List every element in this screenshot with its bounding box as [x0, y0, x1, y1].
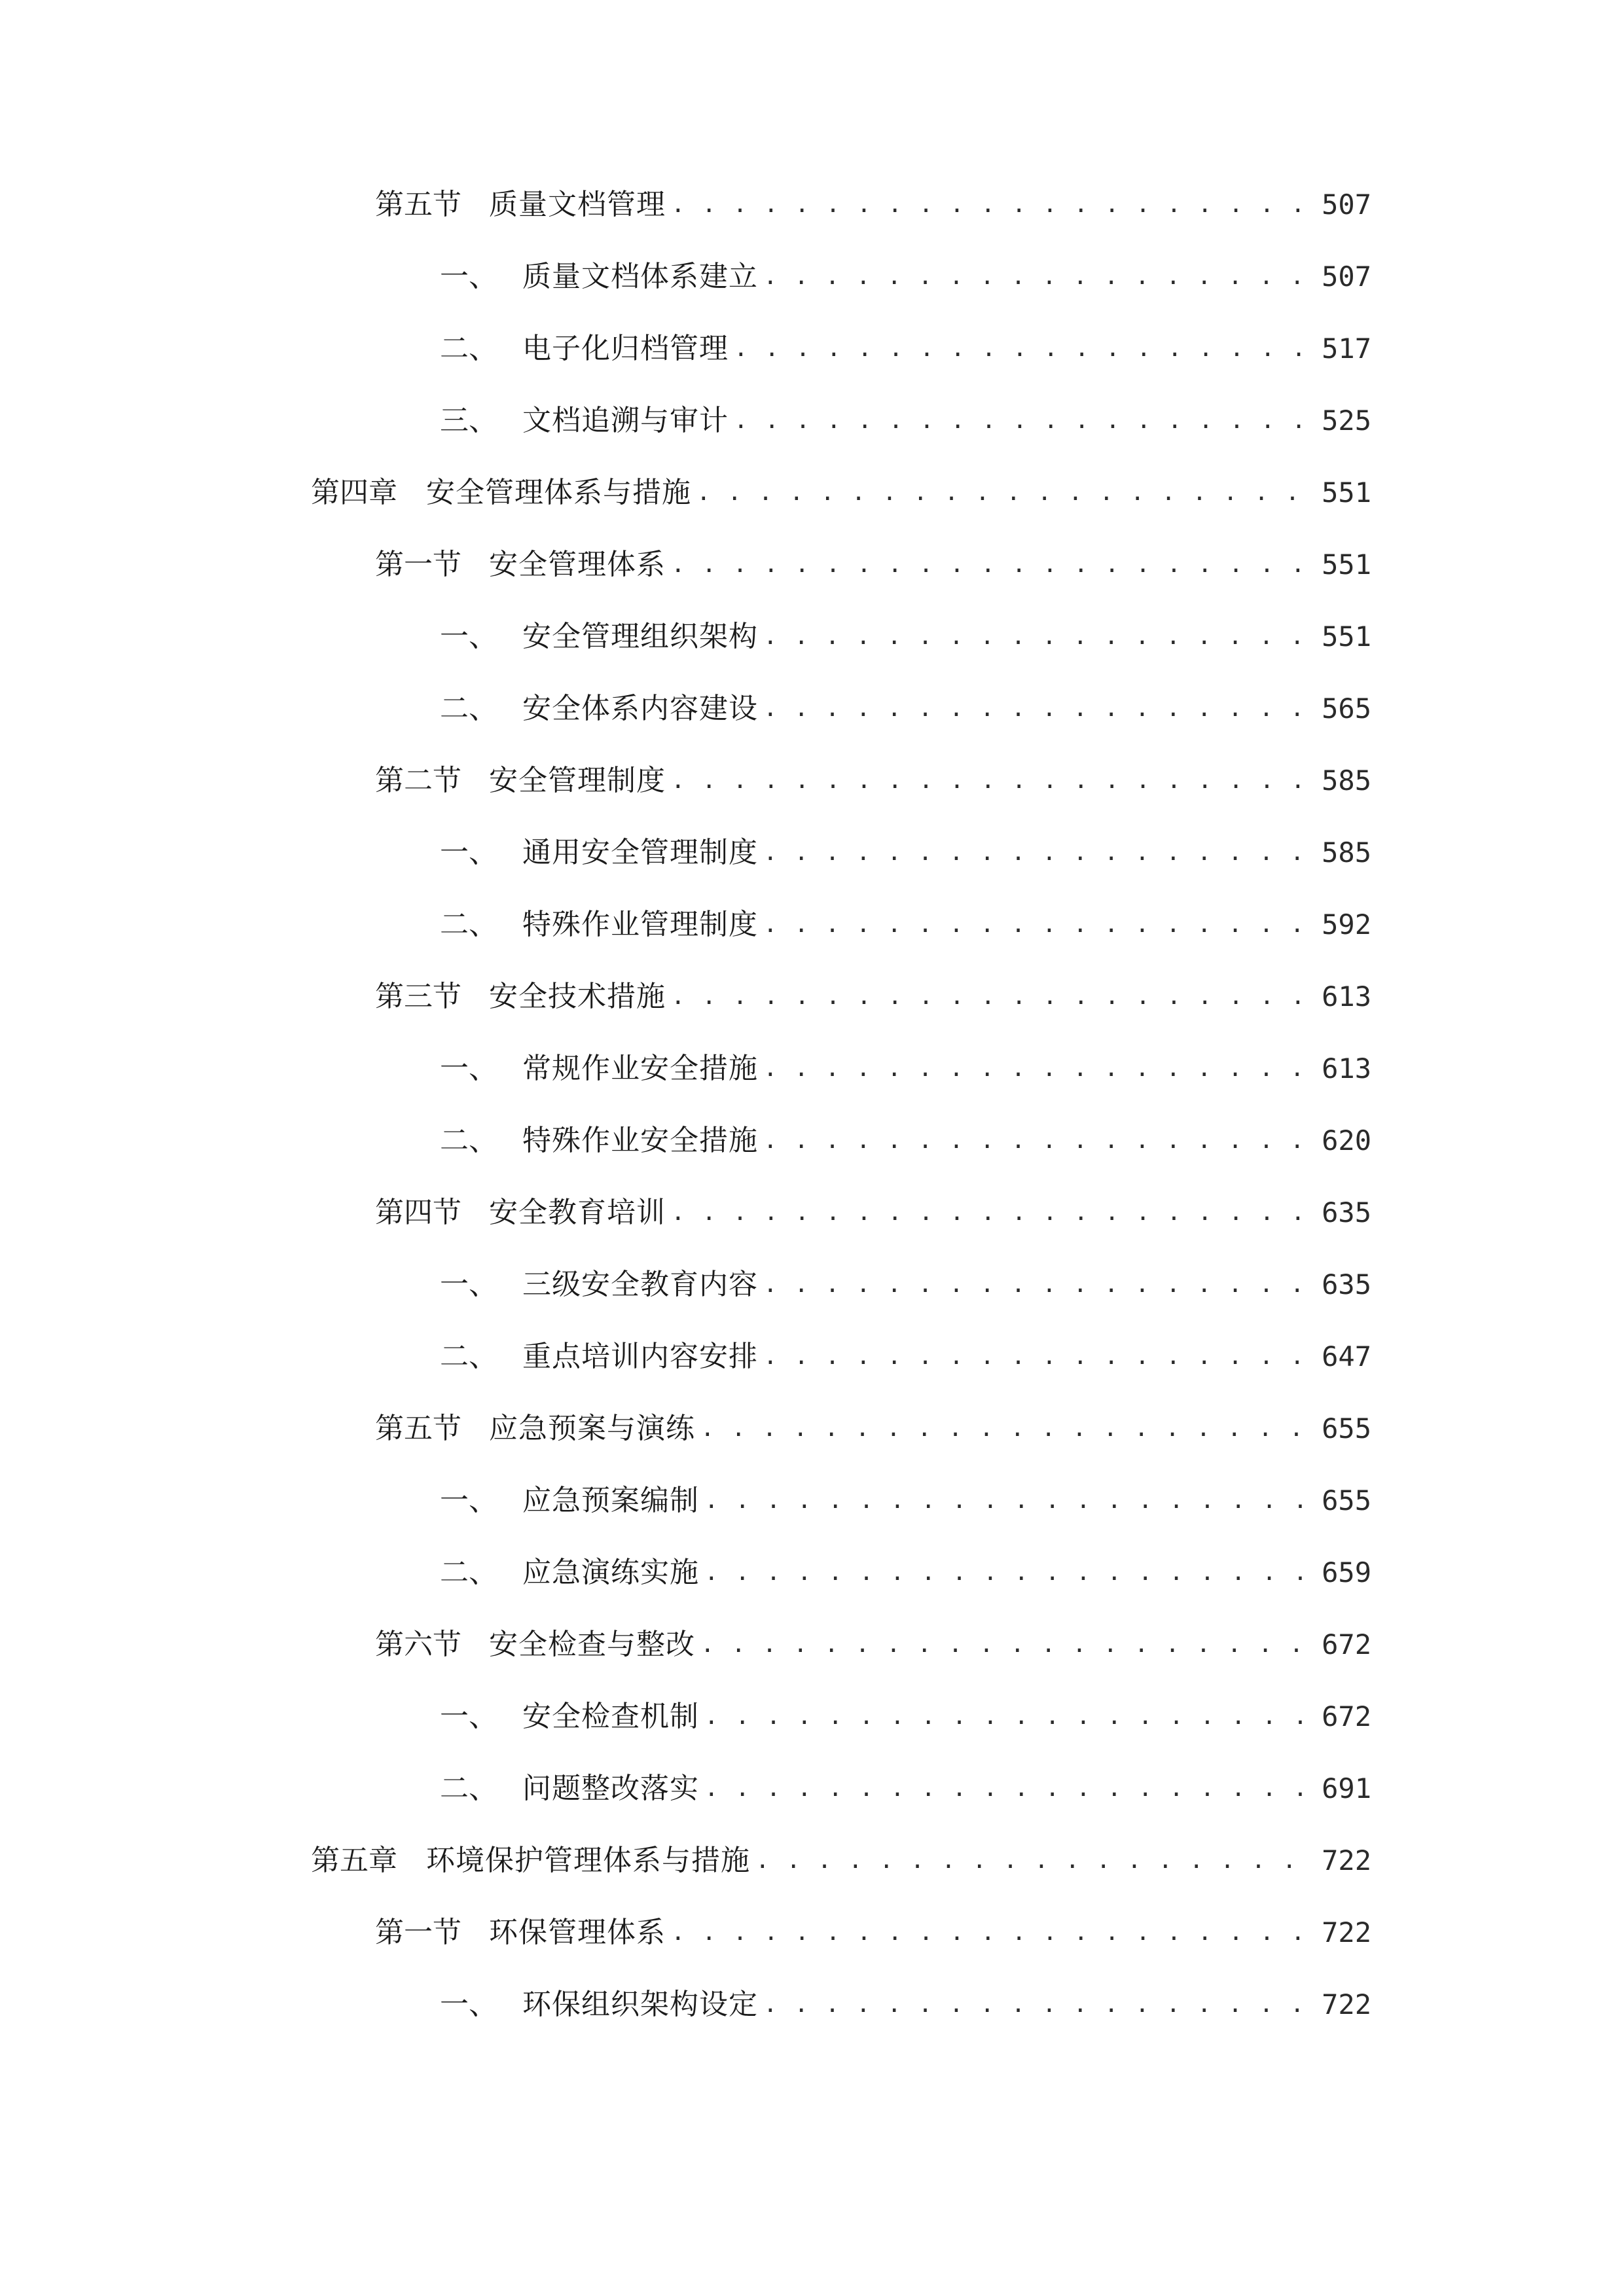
toc-entry-prefix: 第三节 [375, 980, 461, 1013]
toc-entry-title: 环境保护管理体系与措施 [426, 1844, 750, 1877]
toc-entry-page-number: 585 [1322, 836, 1371, 869]
dot-leader [763, 1982, 1310, 2028]
toc-entry-prefix: 一、 [440, 1268, 497, 1301]
toc-entry-section[interactable] [375, 182, 1371, 228]
toc-entry-page-number: 659 [1322, 1556, 1371, 1588]
dot-leader [700, 1622, 1310, 1668]
toc-entry-subsection[interactable] [440, 1046, 1371, 1092]
toc-entry-page-number: 722 [1322, 1916, 1371, 1948]
toc-entry-title: 重点培训内容安排 [522, 1340, 758, 1373]
dot-leader [763, 686, 1310, 732]
toc-entry-page-number: 647 [1322, 1340, 1371, 1372]
toc-entry-title: 应急演练实施 [522, 1556, 699, 1589]
toc-entry-page-number: 551 [1322, 548, 1371, 581]
toc-entry-prefix: 二、 [440, 1124, 497, 1157]
toc-entry-page-number: 655 [1322, 1412, 1371, 1444]
toc-entry-prefix: 第四节 [375, 1196, 461, 1229]
dot-leader [671, 542, 1310, 588]
toc-entry-section[interactable] [375, 1910, 1371, 1956]
dot-leader [696, 470, 1310, 516]
toc-entry-page-number: 517 [1322, 332, 1371, 365]
dot-leader [671, 182, 1310, 228]
dot-leader [704, 1694, 1310, 1740]
toc-entry-prefix: 第一节 [375, 548, 461, 581]
toc-entry-prefix: 一、 [440, 260, 497, 293]
toc-entry-subsection[interactable] [440, 1982, 1371, 2028]
toc-entry-page-number: 613 [1322, 1052, 1371, 1085]
toc-entry-prefix: 二、 [440, 1556, 497, 1589]
dot-leader [671, 1910, 1310, 1956]
toc-entry-title: 环保管理体系 [489, 1916, 666, 1949]
toc-entry-title: 常规作业安全措施 [522, 1052, 758, 1085]
toc-entry-subsection[interactable] [440, 830, 1371, 876]
toc-entry-prefix: 第六节 [375, 1628, 461, 1661]
toc-entry-page-number: 635 [1322, 1196, 1371, 1229]
dot-leader [704, 1550, 1310, 1596]
toc-entry-section[interactable] [375, 1622, 1371, 1668]
dot-leader [734, 326, 1310, 372]
toc-entry-page-number: 620 [1322, 1124, 1371, 1157]
toc-entry-page-number: 672 [1322, 1628, 1371, 1660]
toc-entry-title: 安全技术措施 [489, 980, 666, 1013]
toc-entry-title: 特殊作业安全措施 [522, 1124, 758, 1157]
toc-entry-title: 文档追溯与审计 [522, 404, 729, 437]
toc-entry-section[interactable] [375, 542, 1371, 588]
toc-entry-page-number: 655 [1322, 1484, 1371, 1516]
toc-entry-subsection[interactable] [440, 1262, 1371, 1308]
toc-entry-page-number: 592 [1322, 908, 1371, 941]
toc-entry-prefix: 一、 [440, 1988, 497, 2021]
toc-entry-page-number: 507 [1322, 260, 1371, 293]
dot-leader [763, 254, 1310, 300]
toc-entry-title: 安全管理制度 [489, 764, 666, 797]
toc-entry-title: 三级安全教育内容 [522, 1268, 758, 1301]
toc-entry-prefix: 二、 [440, 332, 497, 365]
toc-entry-prefix: 第二节 [375, 764, 461, 797]
toc-entry-section[interactable] [375, 1190, 1371, 1236]
dot-leader [704, 1766, 1310, 1812]
toc-entry-section[interactable] [375, 974, 1371, 1020]
toc-entry-subsection[interactable] [440, 326, 1371, 372]
dot-leader [763, 830, 1310, 876]
toc-entry-subsection[interactable] [440, 614, 1371, 660]
dot-leader [763, 614, 1310, 660]
toc-entry-page-number: 551 [1322, 620, 1371, 653]
toc-entry-prefix: 三、 [440, 404, 497, 437]
toc-entry-title: 安全管理体系 [489, 548, 666, 581]
toc-entry-chapter[interactable] [311, 470, 1371, 516]
dot-leader [700, 1406, 1310, 1452]
toc-entry-prefix: 第五章 [311, 1844, 397, 1877]
toc-entry-title: 安全检查机制 [522, 1700, 699, 1733]
toc-entry-prefix: 二、 [440, 908, 497, 941]
toc-entry-subsection[interactable] [440, 1550, 1371, 1596]
toc-entry-subsection[interactable] [440, 1118, 1371, 1164]
toc-entry-prefix: 一、 [440, 1052, 497, 1085]
toc-entry-prefix: 第一节 [375, 1916, 461, 1949]
toc-entry-title: 质量文档体系建立 [522, 260, 758, 293]
toc-entry-subsection[interactable] [440, 686, 1371, 732]
toc-entry-prefix: 二、 [440, 1340, 497, 1373]
toc-entry-prefix: 一、 [440, 836, 497, 869]
dot-leader [763, 1046, 1310, 1092]
toc-entry-subsection[interactable] [440, 398, 1371, 444]
toc-entry-prefix: 一、 [440, 620, 497, 653]
toc-entry-title: 电子化归档管理 [522, 332, 729, 365]
dot-leader [763, 1118, 1310, 1164]
toc-entry-page-number: 565 [1322, 692, 1371, 725]
toc-entry-subsection[interactable] [440, 1334, 1371, 1380]
toc-entry-page-number: 635 [1322, 1268, 1371, 1300]
dot-leader [704, 1478, 1310, 1524]
toc-entry-subsection[interactable] [440, 902, 1371, 948]
toc-entry-prefix: 一、 [440, 1700, 497, 1733]
dot-leader [671, 1190, 1310, 1236]
toc-entry-chapter[interactable] [311, 1838, 1371, 1884]
toc-entry-section[interactable] [375, 1406, 1371, 1452]
toc-entry-prefix: 第五节 [375, 188, 461, 221]
toc-entry-section[interactable] [375, 758, 1371, 804]
toc-entry-title: 应急预案编制 [522, 1484, 699, 1517]
toc-entry-page-number: 551 [1322, 476, 1371, 509]
toc-entry-title: 问题整改落实 [522, 1772, 699, 1805]
toc-entry-subsection[interactable] [440, 254, 1371, 300]
toc-entry-page-number: 691 [1322, 1772, 1371, 1804]
toc-entry-page-number: 585 [1322, 764, 1371, 797]
dot-leader [734, 398, 1310, 444]
toc-entry-subsection[interactable] [440, 1478, 1371, 1524]
toc-entry-subsection[interactable] [440, 1694, 1371, 1740]
toc-entry-prefix: 二、 [440, 1772, 497, 1805]
dot-leader [763, 902, 1310, 948]
toc-entry-prefix: 第五节 [375, 1412, 461, 1445]
toc-entry-page-number: 525 [1322, 404, 1371, 437]
toc-entry-title: 质量文档管理 [489, 188, 666, 221]
dot-leader [763, 1334, 1310, 1380]
toc-entry-prefix: 第四章 [311, 476, 397, 509]
toc-entry-page-number: 507 [1322, 188, 1371, 221]
toc-entry-title: 特殊作业管理制度 [522, 908, 758, 941]
toc-entry-page-number: 722 [1322, 1988, 1371, 2020]
toc-entry-title: 安全管理组织架构 [522, 620, 758, 653]
toc-entry-title: 应急预案与演练 [489, 1412, 695, 1445]
dot-leader [671, 758, 1310, 804]
toc-entry-title: 安全体系内容建设 [522, 692, 758, 725]
toc-entry-title: 环保组织架构设定 [522, 1988, 758, 2021]
toc-entry-prefix: 二、 [440, 692, 497, 725]
dot-leader [755, 1838, 1310, 1884]
toc-entry-title: 通用安全管理制度 [522, 836, 758, 869]
toc-entry-page-number: 672 [1322, 1700, 1371, 1732]
toc-entry-title: 安全教育培训 [489, 1196, 666, 1229]
toc-entry-title: 安全检查与整改 [489, 1628, 695, 1661]
toc-entry-prefix: 一、 [440, 1484, 497, 1517]
toc-entry-subsection[interactable] [440, 1766, 1371, 1812]
dot-leader [671, 974, 1310, 1020]
dot-leader [763, 1262, 1310, 1308]
toc-entry-page-number: 722 [1322, 1844, 1371, 1876]
toc-entry-title: 安全管理体系与措施 [426, 476, 691, 509]
toc-entry-page-number: 613 [1322, 980, 1371, 1013]
